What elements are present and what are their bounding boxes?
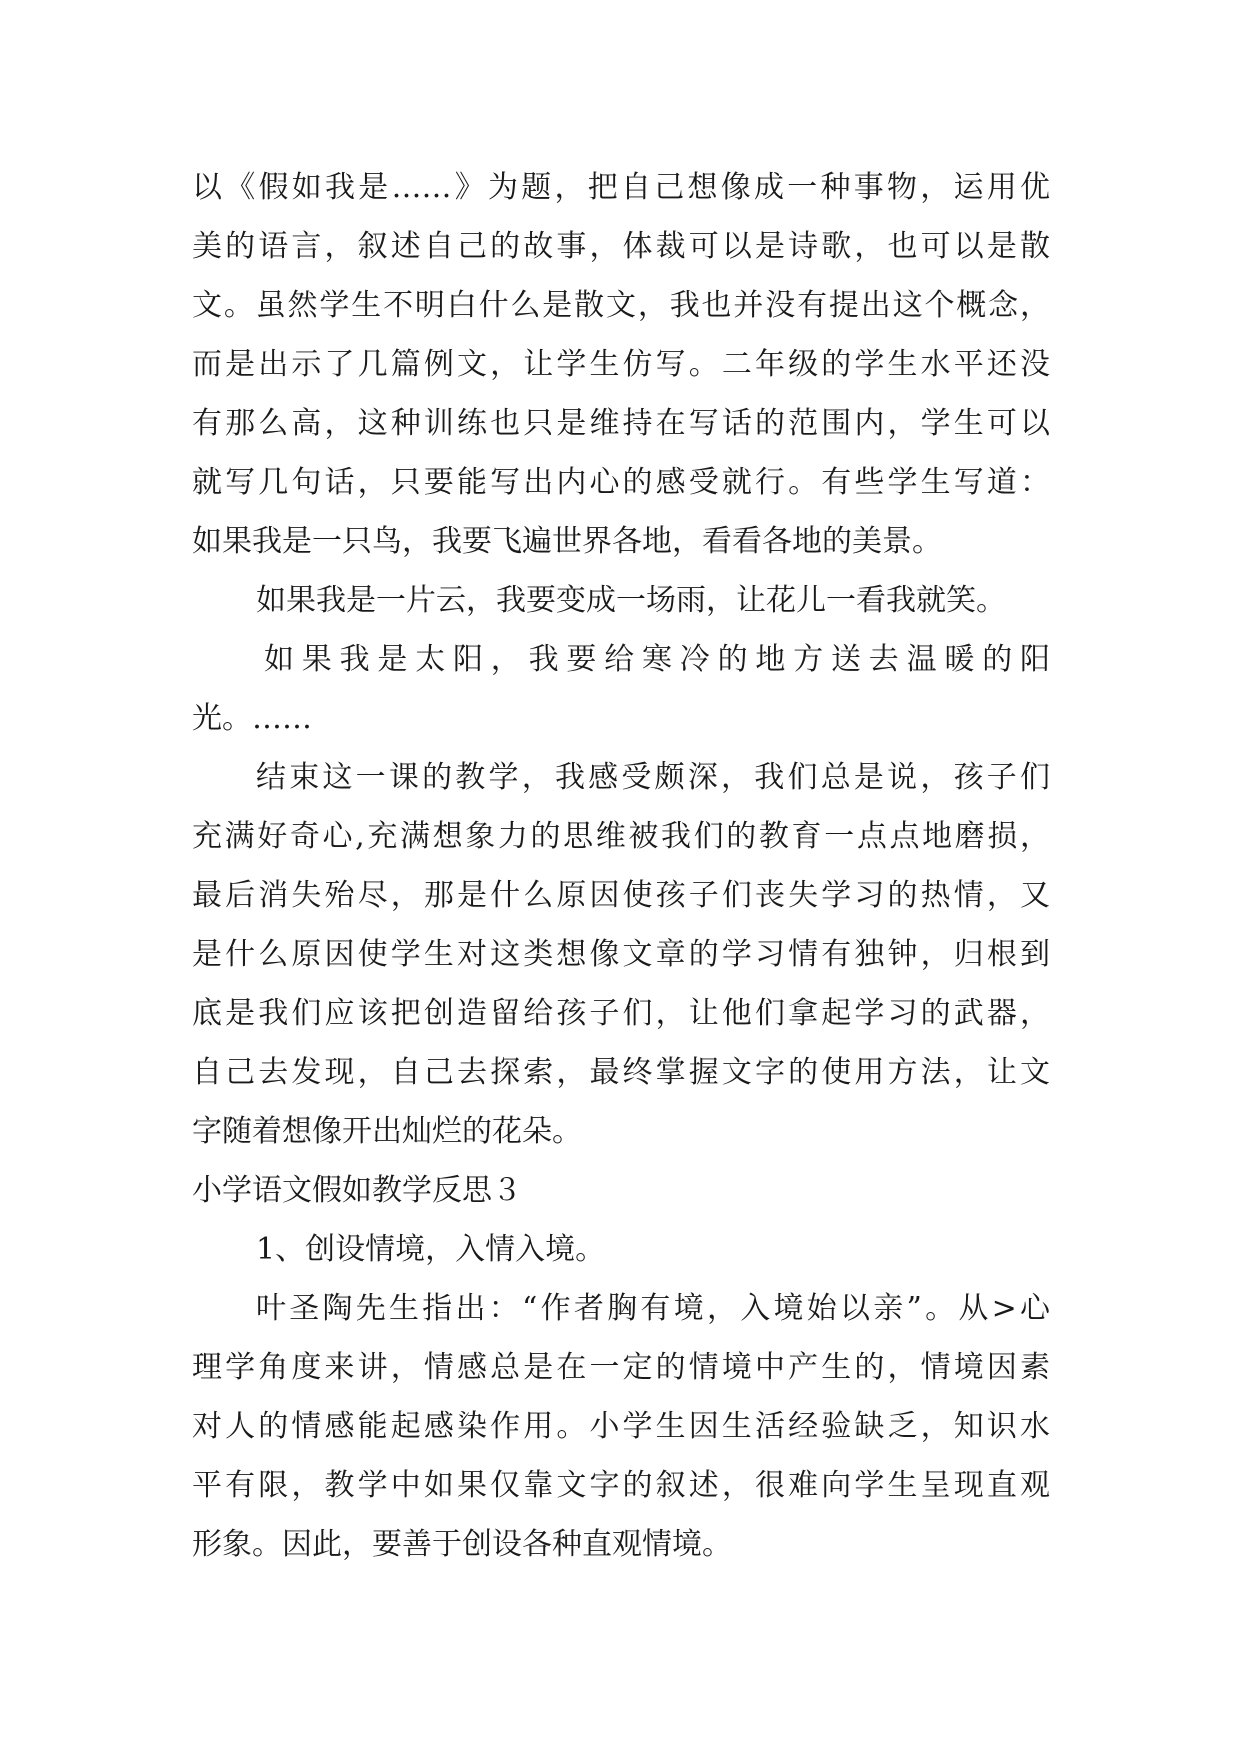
text-line: 形象。因此，要善于创设各种直观情境。 [192, 1527, 732, 1562]
text-line: 文。虽然学生不明白什么是散文，我也并没有提出这个概念， [192, 288, 1050, 323]
paragraph [192, 158, 1050, 571]
text-line: 最后消失殆尽，那是什么原因使孩子们丧失学习的热情，又 [192, 878, 1050, 913]
document-page [192, 158, 1050, 1574]
paragraph [192, 571, 1050, 630]
text-line: 美的语言，叙述自己的故事，体裁可以是诗歌，也可以是散 [192, 229, 1050, 264]
text-line: 如果我是一片云，我要变成一场雨，让花儿一看我就笑。 [256, 583, 1006, 618]
text-line: 结束这一课的教学，我感受颇深，我们总是说，孩子们 [256, 760, 1050, 795]
text-line: 就写几句话，只要能写出内心的感受就行。有些学生写道： [192, 465, 1050, 500]
paragraph [192, 1220, 1050, 1279]
text-line: 平有限，教学中如果仅靠文字的叙述，很难向学生呈现直观 [192, 1468, 1050, 1503]
text-line: 而是出示了几篇例文，让学生仿写。二年级的学生水平还没 [192, 347, 1050, 382]
text-line: 是什么原因使学生对这类想像文章的学习情有独钟，归根到 [192, 937, 1050, 972]
text-line: 以《假如我是……》为题，把自己想像成一种事物，运用优 [192, 170, 1050, 205]
text-line: 有那么高，这种训练也只是维持在写话的范围内，学生可以 [192, 406, 1050, 441]
text-line: 如果我是太阳，我要给寒冷的地方送去温暖的阳 [264, 642, 1050, 677]
text-line: 叶圣陶先生指出：“作者胸有境，入境始以亲”。从>心 [256, 1291, 1050, 1326]
text-line: 自己去发现，自己去探索，最终掌握文字的使用方法，让文 [192, 1055, 1050, 1090]
section-heading: 小学语文假如教学反思３ [192, 1173, 522, 1208]
text-line: 充满好奇心,充满想象力的思维被我们的教育一点点地磨损， [192, 819, 1050, 854]
paragraph [192, 748, 1050, 1161]
text-line: 字随着想像开出灿烂的花朵。 [192, 1114, 582, 1149]
text-line: 底是我们应该把创造留给孩子们，让他们拿起学习的武器， [192, 996, 1050, 1031]
text-line: 如果我是一只鸟，我要飞遍世界各地，看看各地的美景。 [192, 524, 942, 559]
paragraph [192, 630, 1050, 748]
text-line: 1、创设情境，入情入境。 [256, 1232, 606, 1267]
text-line: 理学角度来讲，情感总是在一定的情境中产生的，情境因素 [192, 1350, 1050, 1385]
paragraph [192, 1279, 1050, 1574]
text-line: 光。…… [192, 701, 312, 736]
text-line: 对人的情感能起感染作用。小学生因生活经验缺乏，知识水 [192, 1409, 1050, 1444]
